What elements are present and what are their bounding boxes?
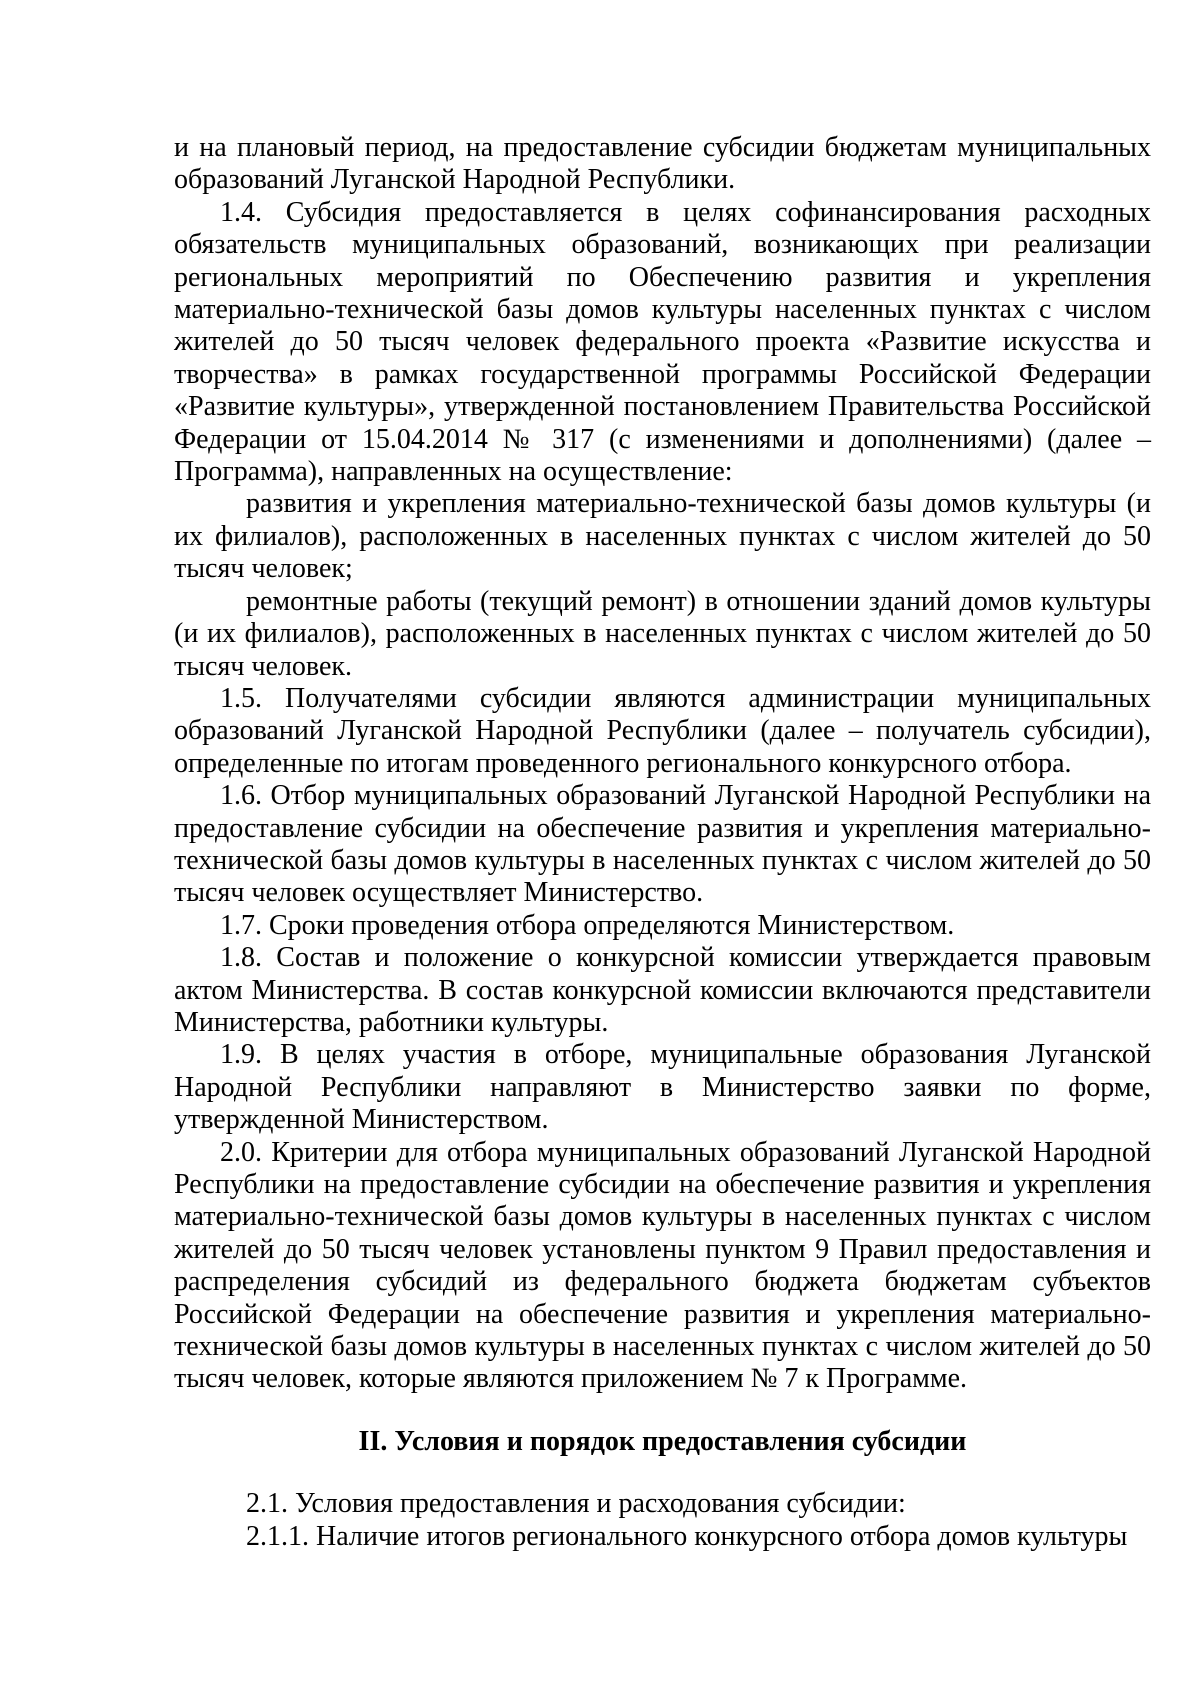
paragraph-1-6: 1.6. Отбор муниципальных образований Луганской Народной Республики на предоставление субсидии на обеспечение развития и укрепления материально-технической базы домов культуры в населенных пунктах с числом жителей до 50 тысяч человек осуществляет Министерство. <box>174 780 1151 909</box>
document-body <box>174 132 1151 1553</box>
section-heading: II. Условия и порядок предоставления субсидии <box>358 1425 967 1457</box>
paragraph-2-1: 2.1. Условия предоставления и расходования субсидии: <box>246 1488 906 1520</box>
paragraph-1-5: 1.5. Получателями субсидии являются администрации муниципальных образований Луганской Народной Республики (далее – получатель субсидии), определенные по итогам проведенного регионального конкурсного отбора. <box>174 682 1151 779</box>
paragraph-2-0: 2.0. Критерии для отбора муниципальных образований Луганской Народной Республики на предоставление субсидии на обеспечение развития и укрепления материально-технической базы домов культуры в населенных пунктах с числом жителей до 50 тысяч человек установлены пунктом 9 Правил предоставления и распределения субсидий из федерального бюджета бюджетам субъектов Российской Федерации на обеспечение развития и укрепления материально-технической базы домов культуры в населенных пунктах с числом жителей до 50 тысяч человек, которые являются приложением № 7 к Программе. <box>174 1136 1151 1395</box>
paragraph-2-1-1: 2.1.1. Наличие итогов регионального конкурсного отбора домов культуры <box>246 1520 1128 1552</box>
paragraph-1-7: 1.7. Сроки проведения отбора определяются Министерством. <box>220 909 955 941</box>
paragraph-1-4-item-1: развития и укрепления материально-технической базы домов культуры (и их филиалов), расположенных в населенных пунктах с числом жителей до 50 тысяч человек; <box>174 488 1151 585</box>
paragraph-1-9: 1.9. В целях участия в отборе, муниципальные образования Луганской Народной Республики направляют в Министерство заявки по форме, утвержденной Министерством. <box>174 1039 1151 1136</box>
paragraph-continuation: и на плановый период, на предоставление субсидии бюджетам муниципальных образований Луганской Народной Республики. <box>174 132 1151 196</box>
paragraph-1-8: 1.8. Состав и положение о конкурсной комиссии утверждается правовым актом Министерства. В состав конкурсной комиссии включаются представители Министерства, работники культуры. <box>174 942 1151 1038</box>
paragraph-1-4-item-2: ремонтные работы (текущий ремонт) в отношении зданий домов культуры (и их филиалов), расположенных в населенных пунктах с числом жителей до 50 тысяч человек. <box>174 585 1151 682</box>
paragraph-1-4: 1.4. Субсидия предоставляется в целях софинансирования расходных обязательств муниципальных образований, возникающих при реализации региональных мероприятий по Обеспечению развития и укрепления материально-технической базы домов культуры населенных пунктах с числом жителей до 50 тысяч человек федерального проекта «Развитие искусства и творчества» в рамках государственной программы Российской Федерации «Развитие культуры», утвержденной постановлением Правительства Российской Федерации от 15.04.2014 № 317 (с изменениями и дополнениями) (далее – Программа), направленных на осуществление: <box>174 196 1151 488</box>
